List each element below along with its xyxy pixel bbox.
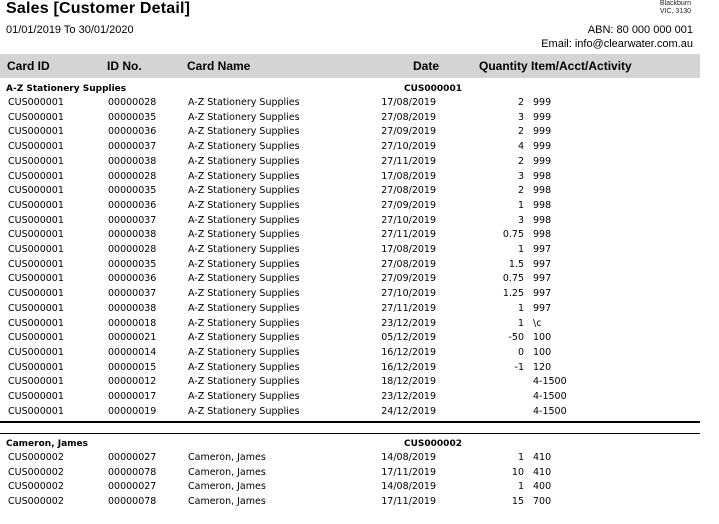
company-address <box>660 0 691 16</box>
report-title: Sales [Customer Detail] <box>6 0 191 17</box>
cell-card-id: CUS000001 <box>8 111 64 123</box>
cell-card-id: CUS000001 <box>8 273 64 285</box>
cell-item: 997 <box>533 258 552 270</box>
cell-id-no: 00000037 <box>108 214 157 226</box>
cell-card-id: CUS000001 <box>8 391 64 402</box>
cell-item: 997 <box>533 288 552 300</box>
cell-card-name: A-Z Stationery Supplies <box>188 302 300 314</box>
cell-card-name: A-Z Stationery Supplies <box>188 361 300 373</box>
cell-card-name: A-Z Stationery Supplies <box>188 199 300 211</box>
cell-date: 23/12/2019 <box>381 391 436 402</box>
table-row <box>0 302 700 317</box>
cell-card-id: CUS000001 <box>8 170 64 182</box>
cell-item: 999 <box>533 97 552 108</box>
cell-card-id: CUS000001 <box>8 141 64 153</box>
cell-date: 05/12/2019 <box>381 332 436 344</box>
group-total-rule <box>0 421 700 423</box>
table-row <box>0 272 700 287</box>
cell-quantity: 1 <box>517 481 524 493</box>
table-row <box>0 228 700 243</box>
table-row <box>0 214 700 229</box>
table-row <box>0 480 700 495</box>
cell-id-no: 00000036 <box>108 273 157 285</box>
col-id-no: ID No. <box>107 59 142 73</box>
cell-card-id: CUS000001 <box>8 288 64 300</box>
cell-id-no: 00000019 <box>108 405 157 417</box>
cell-item: 999 <box>533 141 552 153</box>
cell-id-no: 00000027 <box>108 481 157 493</box>
cell-quantity: 1 <box>517 452 524 463</box>
cell-quantity: 1 <box>517 302 524 314</box>
cell-item: 998 <box>533 214 552 226</box>
cell-quantity: 3 <box>517 111 524 123</box>
cell-date: 27/11/2019 <box>381 155 436 167</box>
cell-date: 27/09/2019 <box>381 126 436 138</box>
cell-item: 999 <box>533 155 552 167</box>
cell-id-no: 00000036 <box>108 199 157 211</box>
table-row <box>0 466 700 481</box>
cell-date: 14/08/2019 <box>381 452 436 463</box>
cell-card-id: CUS000001 <box>8 258 64 270</box>
table-row <box>0 111 700 126</box>
cell-card-id: CUS000001 <box>8 97 64 108</box>
cell-id-no: 00000028 <box>108 170 157 182</box>
cell-quantity: -50 <box>508 332 524 344</box>
cell-date: 18/12/2019 <box>381 376 436 388</box>
cell-id-no: 00000027 <box>108 452 157 463</box>
cell-item: 999 <box>533 111 552 123</box>
cell-quantity: 2 <box>517 97 524 108</box>
cell-id-no: 00000028 <box>108 97 157 108</box>
cell-card-name: A-Z Stationery Supplies <box>188 258 300 270</box>
cell-card-name: A-Z Stationery Supplies <box>188 111 300 123</box>
cell-date: 17/11/2019 <box>381 466 436 478</box>
company-abn: ABN: 80 000 000 001 <box>587 24 693 36</box>
cell-card-id: CUS000002 <box>8 481 64 493</box>
cell-card-name: Cameron, James <box>188 481 266 493</box>
cell-card-name: A-Z Stationery Supplies <box>188 229 300 241</box>
cell-id-no: 00000028 <box>108 244 157 255</box>
cell-item: 410 <box>533 452 552 463</box>
col-date: Date <box>413 59 440 73</box>
cell-card-name: A-Z Stationery Supplies <box>188 346 300 358</box>
cell-card-id: CUS000002 <box>8 452 64 463</box>
cell-id-no: 00000014 <box>108 346 157 358</box>
cell-quantity: 0 <box>517 346 524 358</box>
group-name: A-Z Stationery Supplies <box>6 84 127 94</box>
cell-date: 17/11/2019 <box>381 496 436 508</box>
table-row <box>0 258 700 273</box>
table-row <box>0 495 700 510</box>
cell-card-id: CUS000002 <box>8 466 64 478</box>
cell-quantity: 1 <box>517 199 524 211</box>
group-code: CUS000001 <box>404 84 462 94</box>
cell-quantity: 1.25 <box>502 288 524 300</box>
cell-card-name: A-Z Stationery Supplies <box>188 170 300 182</box>
cell-item: 999 <box>533 126 552 138</box>
table-row <box>0 125 700 140</box>
cell-item: 4-1500 <box>533 405 567 417</box>
cell-id-no: 00000035 <box>108 185 157 197</box>
cell-card-id: CUS000001 <box>8 302 64 314</box>
cell-date: 27/08/2019 <box>381 258 436 270</box>
cell-id-no: 00000037 <box>108 288 157 300</box>
cell-item: 997 <box>533 302 552 314</box>
cell-id-no: 00000036 <box>108 126 157 138</box>
table-row <box>0 199 700 214</box>
cell-card-name: A-Z Stationery Supplies <box>188 97 300 108</box>
cell-card-name: A-Z Stationery Supplies <box>188 214 300 226</box>
cell-date: 27/10/2019 <box>381 214 436 226</box>
group-name: Cameron, James <box>6 439 89 449</box>
table-row <box>0 451 700 466</box>
cell-id-no: 00000015 <box>108 361 157 373</box>
cell-item: 998 <box>533 185 552 197</box>
table-row <box>0 140 700 155</box>
cell-card-id: CUS000001 <box>8 244 64 255</box>
cell-card-name: A-Z Stationery Supplies <box>188 332 300 344</box>
cell-card-name: Cameron, James <box>188 496 266 508</box>
cell-quantity: 3 <box>517 170 524 182</box>
table-row <box>0 155 700 170</box>
cell-card-id: CUS000001 <box>8 155 64 167</box>
cell-date: 27/10/2019 <box>381 141 436 153</box>
cell-card-id: CUS000001 <box>8 229 64 241</box>
cell-date: 14/08/2019 <box>381 481 436 493</box>
cell-id-no: 00000037 <box>108 141 157 153</box>
address-line-1: Blackburn <box>659 0 691 7</box>
cell-date: 27/11/2019 <box>381 302 436 314</box>
cell-id-no: 00000035 <box>108 258 157 270</box>
col-item: Item/Acct/Activity <box>531 59 632 73</box>
cell-id-no: 00000038 <box>108 155 157 167</box>
cell-date: 16/12/2019 <box>381 346 436 358</box>
cell-item: 997 <box>533 273 552 285</box>
cell-card-id: CUS000001 <box>8 126 64 138</box>
table-row <box>0 243 700 258</box>
cell-card-id: CUS000001 <box>8 346 64 358</box>
cell-card-name: A-Z Stationery Supplies <box>188 288 300 300</box>
cell-card-id: CUS000001 <box>8 185 64 197</box>
cell-card-name: A-Z Stationery Supplies <box>188 273 300 285</box>
cell-quantity: 15 <box>511 496 524 508</box>
cell-item: 100 <box>533 332 552 344</box>
cell-card-name: A-Z Stationery Supplies <box>188 376 300 388</box>
cell-quantity: 0.75 <box>502 229 524 241</box>
cell-date: 17/08/2019 <box>381 244 436 255</box>
cell-quantity: 0.75 <box>502 273 524 285</box>
table-row <box>0 405 700 420</box>
group-code: CUS000002 <box>404 439 462 449</box>
cell-quantity: 2 <box>517 185 524 197</box>
cell-quantity: 1.5 <box>508 258 524 270</box>
col-quantity: Quantity <box>479 59 528 73</box>
group-header <box>0 439 700 451</box>
cell-card-name: A-Z Stationery Supplies <box>188 244 300 255</box>
cell-item: 998 <box>533 170 552 182</box>
table-row <box>0 375 700 390</box>
cell-date: 27/10/2019 <box>381 288 436 300</box>
cell-quantity: 10 <box>511 466 524 478</box>
cell-item: 4-1500 <box>533 376 567 388</box>
cell-card-name: A-Z Stationery Supplies <box>188 126 300 138</box>
cell-card-id: CUS000001 <box>8 332 64 344</box>
cell-item: 997 <box>533 244 552 255</box>
table-row <box>0 317 700 332</box>
group-header <box>0 84 700 96</box>
table-row <box>0 361 700 376</box>
cell-id-no: 00000035 <box>108 111 157 123</box>
cell-id-no: 00000078 <box>108 466 157 478</box>
cell-card-id: CUS000001 <box>8 376 64 388</box>
cell-item: 100 <box>533 346 552 358</box>
cell-id-no: 00000012 <box>108 376 157 388</box>
cell-id-no: 00000038 <box>108 229 157 241</box>
table-row <box>0 390 700 405</box>
cell-id-no: 00000078 <box>108 496 157 508</box>
date-range: 01/01/2019 To 30/01/2020 <box>6 24 134 36</box>
cell-id-no: 00000018 <box>108 317 157 329</box>
cell-date: 27/08/2019 <box>381 111 436 123</box>
cell-card-id: CUS000002 <box>8 496 64 508</box>
table-row <box>0 170 700 185</box>
table-row <box>0 287 700 302</box>
cell-id-no: 00000017 <box>108 391 157 402</box>
cell-date: 27/11/2019 <box>381 229 436 241</box>
col-card-id: Card ID <box>7 59 50 73</box>
cell-date: 24/12/2019 <box>381 405 436 417</box>
table-row <box>0 96 700 111</box>
cell-card-id: CUS000001 <box>8 199 64 211</box>
cell-date: 17/08/2019 <box>381 170 436 182</box>
cell-card-name: A-Z Stationery Supplies <box>188 317 300 329</box>
cell-date: 17/08/2019 <box>381 97 436 108</box>
cell-card-name: A-Z Stationery Supplies <box>188 155 300 167</box>
cell-id-no: 00000021 <box>108 332 157 344</box>
group-top-rule <box>0 433 700 434</box>
cell-card-id: CUS000001 <box>8 405 64 417</box>
cell-item: \c <box>533 317 542 329</box>
cell-card-id: CUS000001 <box>8 317 64 329</box>
cell-card-name: A-Z Stationery Supplies <box>188 141 300 153</box>
cell-card-name: Cameron, James <box>188 452 266 463</box>
cell-date: 16/12/2019 <box>381 361 436 373</box>
cell-item: 998 <box>533 199 552 211</box>
cell-item: 700 <box>533 496 552 508</box>
cell-card-name: A-Z Stationery Supplies <box>188 185 300 197</box>
cell-card-id: CUS000001 <box>8 361 64 373</box>
cell-quantity: 4 <box>517 141 524 153</box>
cell-id-no: 00000038 <box>108 302 157 314</box>
cell-quantity: 2 <box>517 126 524 138</box>
cell-item: 120 <box>533 361 552 373</box>
address-line-2: VIC, 3130 <box>659 8 691 15</box>
company-email: Email: info@clearwater.com.au <box>541 38 693 50</box>
cell-quantity: 3 <box>517 214 524 226</box>
cell-quantity: 1 <box>517 317 524 329</box>
cell-item: 400 <box>533 481 552 493</box>
table-row <box>0 346 700 361</box>
cell-quantity: -1 <box>514 361 524 373</box>
cell-quantity: 2 <box>517 155 524 167</box>
column-header-row <box>0 54 700 78</box>
cell-date: 23/12/2019 <box>381 317 436 329</box>
table-row <box>0 184 700 199</box>
cell-date: 27/09/2019 <box>381 273 436 285</box>
cell-card-name: A-Z Stationery Supplies <box>188 405 300 417</box>
cell-quantity: 1 <box>517 244 524 255</box>
table-row <box>0 331 700 346</box>
cell-card-name: Cameron, James <box>188 466 266 478</box>
col-card-name: Card Name <box>187 59 251 73</box>
cell-item: 998 <box>533 229 552 241</box>
cell-card-id: CUS000001 <box>8 214 64 226</box>
cell-item: 410 <box>533 466 552 478</box>
cell-date: 27/08/2019 <box>381 185 436 197</box>
cell-item: 4-1500 <box>533 391 567 402</box>
cell-date: 27/09/2019 <box>381 199 436 211</box>
cell-card-name: A-Z Stationery Supplies <box>188 391 300 402</box>
